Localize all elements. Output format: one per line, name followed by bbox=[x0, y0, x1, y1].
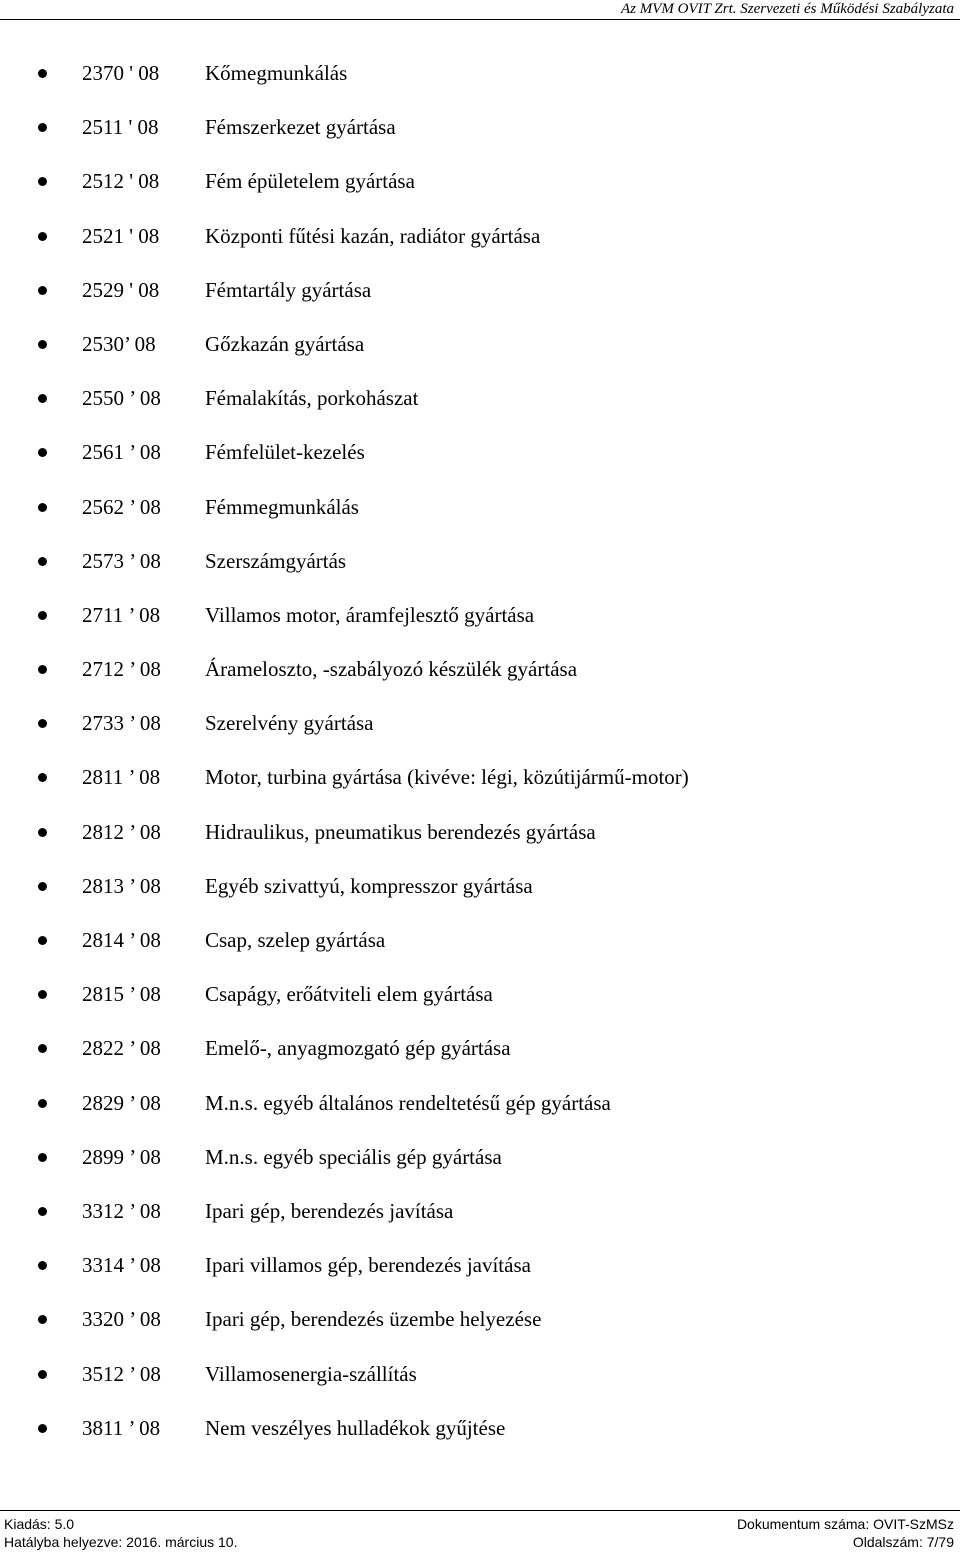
bullet-icon bbox=[38, 1099, 47, 1108]
footer-divider bbox=[0, 1510, 960, 1511]
bullet-icon bbox=[38, 286, 47, 295]
list-item bbox=[0, 480, 960, 534]
activity-description: Hidraulikus, pneumatikus berendezés gyártása bbox=[205, 819, 596, 844]
bullet-icon bbox=[38, 1044, 47, 1053]
activity-code: 3512 ’ 08 bbox=[82, 1361, 161, 1386]
activity-description: Fémszerkezet gyártása bbox=[205, 115, 396, 140]
activity-description: Ipari villamos gép, berendezés javítása bbox=[205, 1253, 531, 1278]
list-item bbox=[0, 1401, 960, 1455]
activity-description: Nem veszélyes hulladékok gyűjtése bbox=[205, 1415, 506, 1440]
bullet-icon bbox=[38, 1153, 47, 1162]
list-item bbox=[0, 588, 960, 642]
activity-description: Villamosenergia-szállítás bbox=[205, 1361, 417, 1386]
activity-code: 2561 ’ 08 bbox=[82, 440, 161, 465]
list-item bbox=[0, 696, 960, 750]
bullet-icon bbox=[38, 936, 47, 945]
bullet-icon bbox=[38, 719, 47, 728]
activity-code: 2511 ' 08 bbox=[82, 115, 159, 140]
list-item bbox=[0, 1021, 960, 1075]
bullet-icon bbox=[38, 503, 47, 512]
bullet-icon bbox=[38, 611, 47, 620]
activity-code: 2573 ’ 08 bbox=[82, 548, 161, 573]
activity-description: Ipari gép, berendezés javítása bbox=[205, 1198, 454, 1223]
activity-code: 2829 ’ 08 bbox=[82, 1090, 161, 1115]
activity-code: 2712 ’ 08 bbox=[82, 657, 161, 682]
footer-edition: Kiadás: 5.0 bbox=[4, 1516, 75, 1532]
activity-description: Csapágy, erőátviteli elem gyártása bbox=[205, 982, 493, 1007]
list-item bbox=[0, 642, 960, 696]
activity-code: 2562 ’ 08 bbox=[82, 494, 161, 519]
activity-description: Kőmegmunkálás bbox=[205, 61, 348, 85]
bullet-icon bbox=[38, 1315, 47, 1324]
list-item bbox=[0, 263, 960, 317]
activity-code: 2811 ’ 08 bbox=[82, 765, 161, 790]
list-item bbox=[0, 317, 960, 371]
list-item bbox=[0, 46, 960, 100]
activity-code: 2370 ' 08 bbox=[82, 61, 160, 85]
activity-description: Fém épületelem gyártása bbox=[205, 169, 415, 194]
list-item bbox=[0, 750, 960, 804]
activity-code: 3312 ’ 08 bbox=[82, 1198, 161, 1223]
list-item bbox=[0, 805, 960, 859]
list-item bbox=[0, 859, 960, 913]
bullet-icon bbox=[38, 1424, 47, 1433]
bullet-icon bbox=[38, 123, 47, 132]
activity-description: Fémalakítás, porkohászat bbox=[205, 386, 419, 411]
activity-description: M.n.s. egyéb általános rendeltetésű gép gyártása bbox=[205, 1090, 611, 1115]
bullet-icon bbox=[38, 990, 47, 999]
list-item bbox=[0, 1238, 960, 1292]
activity-code: 2529 ' 08 bbox=[82, 277, 160, 302]
list-item bbox=[0, 1292, 960, 1346]
bullet-icon bbox=[38, 340, 47, 349]
activity-code: 3314 ’ 08 bbox=[82, 1253, 161, 1278]
bullet-icon bbox=[38, 665, 47, 674]
footer-document-number: Dokumentum száma: OVIT-SzMSz bbox=[736, 1516, 954, 1532]
activity-description: Árameloszto, -szabályozó készülék gyártása bbox=[205, 657, 578, 682]
footer-effective-date: Hatályba helyezve: 2016. március 10. bbox=[4, 1534, 238, 1550]
activity-code: 2530’ 08 bbox=[82, 331, 156, 356]
list-item bbox=[0, 1347, 960, 1401]
bullet-icon bbox=[38, 828, 47, 837]
list-item bbox=[0, 154, 960, 208]
activity-description: Motor, turbina gyártása (kivéve: légi, közútijármű-motor) bbox=[205, 765, 689, 790]
activity-code: 3811 ’ 08 bbox=[82, 1415, 161, 1440]
activity-description: Fémtartály gyártása bbox=[205, 277, 372, 302]
bullet-icon bbox=[38, 1207, 47, 1216]
activity-description: Emelő-, anyagmozgató gép gyártása bbox=[205, 1036, 511, 1061]
header-title: Az MVM OVIT Zrt. Szervezeti és Működési Szabályzata bbox=[620, 1, 954, 17]
header-divider bbox=[0, 19, 960, 20]
activity-description: Fémfelület-kezelés bbox=[205, 440, 365, 465]
bullet-icon bbox=[38, 1261, 47, 1270]
activity-description: Központi fűtési kazán, radiátor gyártása bbox=[205, 223, 541, 248]
activity-description: Villamos motor, áramfejlesztő gyártása bbox=[205, 602, 535, 627]
list-item bbox=[0, 425, 960, 479]
activity-code: 2813 ’ 08 bbox=[82, 873, 161, 898]
list-item bbox=[0, 1076, 960, 1130]
bullet-icon bbox=[38, 557, 47, 566]
activity-description: Fémmegmunkálás bbox=[205, 494, 359, 519]
activity-code: 2733 ’ 08 bbox=[82, 711, 161, 736]
list-item bbox=[0, 1130, 960, 1184]
list-item bbox=[0, 1184, 960, 1238]
activity-code: 2814 ’ 08 bbox=[82, 928, 161, 952]
activity-description: M.n.s. egyéb speciális gép gyártása bbox=[205, 1144, 502, 1169]
list-item bbox=[0, 371, 960, 425]
activity-description: Gőzkazán gyártása bbox=[205, 331, 365, 356]
activity-description: Szerelvény gyártása bbox=[205, 711, 374, 736]
list-item bbox=[0, 209, 960, 263]
bullet-icon bbox=[38, 232, 47, 241]
activity-code: 3320 ’ 08 bbox=[82, 1307, 161, 1332]
activity-code: 2812 ’ 08 bbox=[82, 819, 161, 844]
activity-description: Egyéb szivattyú, kompresszor gyártása bbox=[205, 873, 533, 898]
bullet-icon bbox=[38, 177, 47, 186]
footer-page-number: Oldalszám: 7/79 bbox=[852, 1534, 954, 1550]
page-footer bbox=[0, 1510, 960, 1553]
activity-code: 2550 ’ 08 bbox=[82, 386, 161, 411]
activity-code: 2512 ' 08 bbox=[82, 169, 160, 194]
list-item bbox=[0, 100, 960, 154]
bullet-icon bbox=[38, 882, 47, 891]
activity-code: 2815 ’ 08 bbox=[82, 982, 161, 1007]
activity-code: 2899 ’ 08 bbox=[82, 1144, 161, 1169]
activity-code: 2711 ’ 08 bbox=[82, 602, 161, 627]
activity-code: 2521 ' 08 bbox=[82, 223, 160, 248]
bullet-icon bbox=[38, 394, 47, 403]
activity-description: Ipari gép, berendezés üzembe helyezése bbox=[205, 1307, 542, 1332]
activity-list bbox=[0, 46, 960, 1455]
activity-description: Szerszámgyártás bbox=[205, 548, 347, 573]
list-item bbox=[0, 967, 960, 1021]
bullet-icon bbox=[38, 1370, 47, 1379]
list-item bbox=[0, 913, 960, 967]
activity-code: 2822 ’ 08 bbox=[82, 1036, 161, 1061]
bullet-icon bbox=[38, 448, 47, 457]
list-item bbox=[0, 534, 960, 588]
page-header bbox=[0, 0, 960, 22]
bullet-icon bbox=[38, 69, 47, 78]
activity-description: Csap, szelep gyártása bbox=[205, 928, 386, 952]
bullet-icon bbox=[38, 773, 47, 782]
